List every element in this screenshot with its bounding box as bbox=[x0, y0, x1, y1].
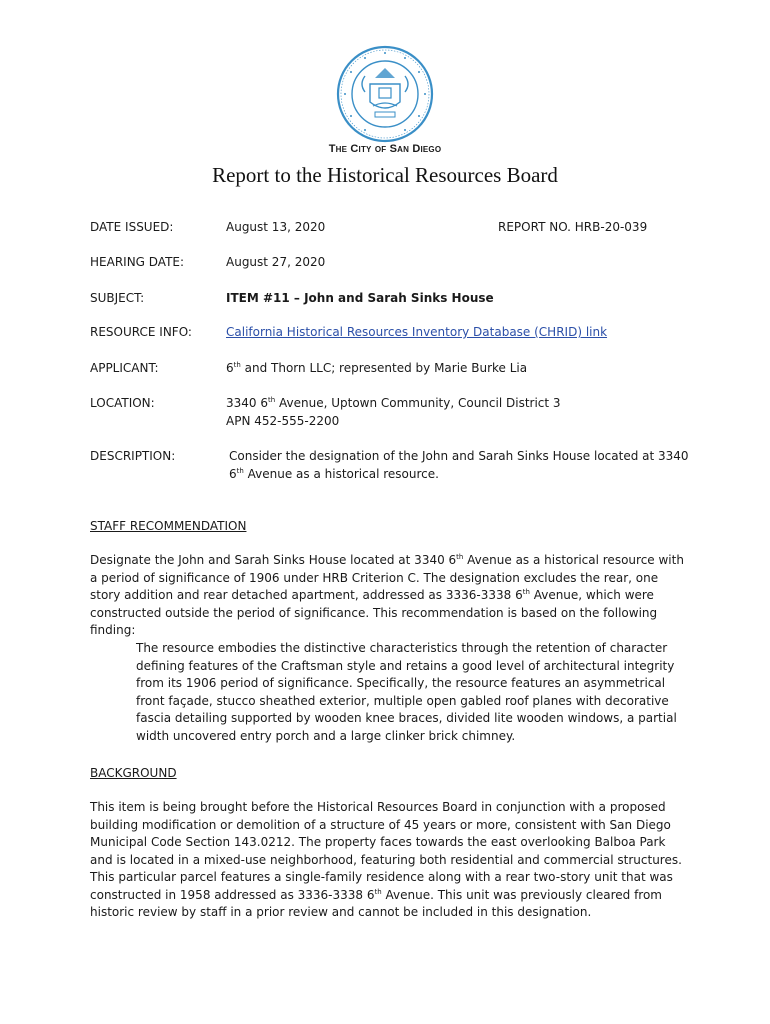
date-issued-label: DATE ISSUED: bbox=[90, 220, 174, 234]
meta-row-location bbox=[90, 394, 690, 434]
city-name: The City of San Diego bbox=[328, 143, 442, 155]
resource-info-label: RESOURCE INFO: bbox=[90, 325, 192, 339]
background-heading: BACKGROUND bbox=[90, 766, 177, 780]
background-paragraph: This item is being brought before the Historical Resources Board in conjunction with a proposed building modification or demolition of a structure of 45 years or more, consistent with San Diego Municipal Code Section 143.0212. The property faces towards the east overlooking Balboa Park and is located in a mixed-use neighborhood, featuring both residential and commercial structures. This particular parcel features a single-family residence along with a rear two-story unit that was constructed in 1958 addressed as 3336-3338 6th Avenue. This unit was previously cleared from historic review by staff in a prior review and cannot be included in this designation. bbox=[90, 800, 682, 919]
applicant-value: 6th and Thorn LLC; represented by Marie Burke Lia bbox=[226, 361, 528, 375]
finding-paragraph: The resource embodies the distinctive characteristics through the retention of character defining features of the Craftsman style and retains a good level of architectural integrity from its 1906 period of significance. Specifically, the resource features an asymmetrical front façade, stucco sheathed exterior, multiple open gabled roof planes with decorative fascia detailing supported by wooden knee braces, divided lite wooden windows, a partial width uncovered entry porch and a large clinker brick chimney. bbox=[136, 641, 677, 743]
subject-label: SUBJECT: bbox=[90, 291, 145, 305]
staff-recommendation-heading: STAFF RECOMMENDATION bbox=[90, 519, 247, 533]
subject-value: ITEM #11 – John and Sarah Sinks House bbox=[226, 291, 494, 305]
chrid-link[interactable]: California Historical Resources Inventory Database (CHRID) link bbox=[226, 325, 608, 339]
hearing-date-label: HEARING DATE: bbox=[90, 255, 185, 269]
staff-recommendation-paragraph: Designate the John and Sarah Sinks House located at 3340 6th Avenue as a historical resource with a period of significance of 1906 under HRB Criterion C. The designation excludes the rear, one story addition and rear detached apartment, addressed as 3336-3338 6th Avenue, which were constructed outside the period of significance. This recommendation is based on the following finding: bbox=[90, 553, 684, 637]
hearing-date-value: August 27, 2020 bbox=[226, 255, 326, 269]
description-value: Consider the designation of the John and Sarah Sinks House located at 3340 6th Avenue as a historical resource. bbox=[229, 449, 689, 481]
location-label: LOCATION: bbox=[90, 396, 155, 410]
report-number: REPORT NO. HRB-20-039 bbox=[498, 220, 648, 234]
meta-row-description bbox=[90, 447, 690, 487]
page-title: Report to the Historical Resources Board bbox=[212, 163, 558, 187]
apn-value: APN 452-555-2200 bbox=[226, 414, 340, 428]
description-label: DESCRIPTION: bbox=[90, 449, 176, 463]
location-value: 3340 6th Avenue, Uptown Community, Council District 3 APN 452-555-2200 bbox=[226, 396, 561, 428]
date-issued-value: August 13, 2020 bbox=[226, 220, 326, 234]
applicant-label: APPLICANT: bbox=[90, 361, 159, 375]
city-seal-icon bbox=[335, 44, 435, 144]
